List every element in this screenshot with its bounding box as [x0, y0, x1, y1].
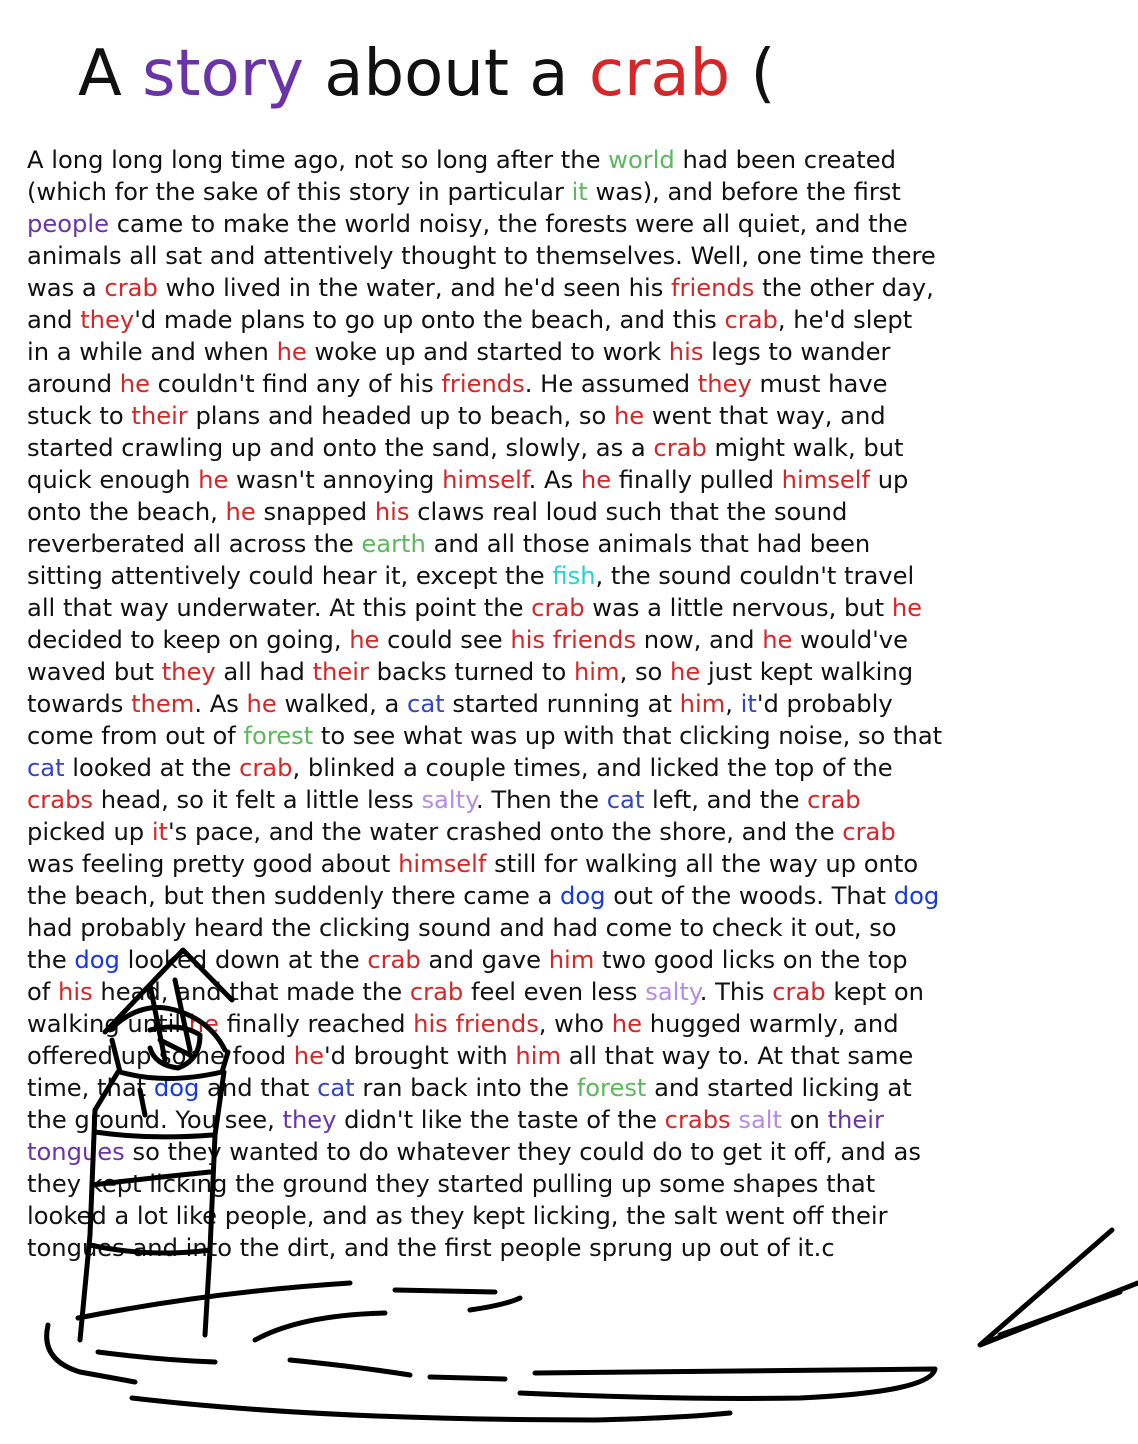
story-word-text: , he'd slept [777, 306, 913, 334]
story-word-text: didn't like the taste of the [336, 1106, 665, 1134]
story-word-text: around [27, 370, 120, 398]
story-word-text: and gave [420, 946, 549, 974]
story-word-highlight-crab: him [548, 946, 595, 974]
story-word-highlight-purple: tongues [27, 1138, 125, 1166]
story-word-text: head, and that made the [92, 978, 410, 1006]
story-line [27, 304, 1127, 336]
story-word-text: still for walking all the way up onto [486, 850, 919, 878]
story-word-text: went that way, and [644, 402, 886, 430]
story-line [27, 368, 1127, 400]
story-word-text: hugged warmly, and [642, 1010, 899, 1038]
story-word-text: left, and the [644, 786, 808, 814]
story-word-text: onto the beach, [27, 498, 226, 526]
story-word-text: , the sound couldn't travel [595, 562, 915, 590]
story-word-text: . Then the [475, 786, 607, 814]
story-word-text: started running at [444, 690, 680, 718]
story-line [27, 400, 1127, 432]
story-word-highlight-crab: crab [531, 594, 585, 622]
title-highlight-crab: crab [588, 37, 731, 111]
story-word-highlight-crab: they [80, 306, 135, 334]
story-word-text: woke up and started to work [306, 338, 669, 366]
story-line [27, 1008, 1127, 1040]
story-word-highlight-crab: he [119, 370, 150, 398]
story-word-text: came to make the world noisy, the forests were all quiet, and the [109, 210, 908, 238]
story-line [27, 1040, 1127, 1072]
story-word-highlight-crab: crab [239, 754, 293, 782]
story-word-highlight-crab: they [161, 658, 216, 686]
story-line [27, 1168, 1127, 1200]
story-word-highlight-purple: they [282, 1106, 337, 1134]
story-word-highlight-crab: crab [772, 978, 826, 1006]
story-word-text: decided to keep on going, [27, 626, 350, 654]
story-word-highlight-crab: him [679, 690, 726, 718]
story-word-text: plans and headed up to beach, so [187, 402, 614, 430]
story-line [27, 240, 1127, 272]
story-word-text: time, that [27, 1074, 154, 1102]
story-line [27, 1072, 1127, 1104]
story-word-highlight-cyan: fish [552, 562, 596, 590]
story-word-highlight-green: forest [243, 722, 314, 750]
story-word-highlight-blue: cat [27, 754, 65, 782]
story-line [27, 336, 1127, 368]
story-word-text: 'd brought with [323, 1042, 516, 1070]
story-word-highlight-crab: they [697, 370, 752, 398]
story-line [27, 784, 1127, 816]
story-word-highlight-crab: friends [441, 370, 525, 398]
story-word-text: , [725, 690, 741, 718]
story-word-highlight-blue: cat [407, 690, 445, 718]
story-word-text: walking until [27, 1010, 189, 1038]
story-word-text: two good licks on the top [594, 946, 908, 974]
story-word-text: . This [699, 978, 773, 1006]
story-word-text: the beach, but then suddenly there came a [27, 882, 561, 910]
story-line [27, 560, 1127, 592]
story-line [27, 624, 1127, 656]
story-word-text: out of the woods. That [605, 882, 894, 910]
story-word-text: reverberated all across the [27, 530, 362, 558]
story-word-highlight-crab: crab [724, 306, 778, 334]
story-word-text: A long long long time ago, not so long after the [27, 146, 609, 174]
story-word-highlight-green: forest [576, 1074, 647, 1102]
story-line [27, 432, 1127, 464]
story-word-text: 's pace, and the water crashed onto the shore, and the [168, 818, 843, 846]
story-word-text: all that way underwater. At this point the [27, 594, 532, 622]
story-word-text: walked, a [276, 690, 408, 718]
story-line [27, 944, 1127, 976]
story-word-text: , blinked a couple times, and licked the top of the [292, 754, 893, 782]
story-word-highlight-crab: crab [807, 786, 861, 814]
story-word-text: of [27, 978, 59, 1006]
story-word-highlight-crab: it [151, 818, 169, 846]
story-line [27, 688, 1127, 720]
story-word-text: to see what was up with that clicking noise, so that [313, 722, 943, 750]
story-word-text: legs to wander [703, 338, 891, 366]
story-line [27, 592, 1127, 624]
story-word-text: had probably heard the clicking sound and had come to check it out, so [27, 914, 897, 942]
title-text: ( [730, 37, 776, 111]
story-word-text: was a [27, 274, 105, 302]
story-word-text: might walk, but [706, 434, 904, 462]
title-text: A [78, 37, 143, 111]
story-word-text: all that way to. At that same [561, 1042, 914, 1070]
story-line [27, 752, 1127, 784]
story-word-text: finally reached [218, 1010, 414, 1038]
story-word-text: picked up [27, 818, 152, 846]
story-word-highlight-crab: crab [104, 274, 158, 302]
story-word-text: towards [27, 690, 132, 718]
story-word-text: feel even less [463, 978, 646, 1006]
story-word-text: claws real loud such that the sound [409, 498, 848, 526]
story-word-highlight-purple: their [827, 1106, 884, 1134]
story-word-highlight-green: it [571, 178, 588, 206]
story-word-highlight-crab: crab [367, 946, 421, 974]
story-word-text: was), and before the first [587, 178, 901, 206]
story-word-text: . He assumed [524, 370, 698, 398]
story-word-highlight-crab: he [276, 338, 307, 366]
story-word-text: they kept licking the ground they started pulling up some shapes that [27, 1170, 876, 1198]
story-word-text: head, so it felt a little less [93, 786, 422, 814]
story-word-highlight-green: earth [361, 530, 426, 558]
story-word-highlight-crab: crabs [27, 786, 94, 814]
story-word-highlight-crab: he [349, 626, 380, 654]
story-body [27, 144, 1127, 1264]
story-word-highlight-blue: cat [606, 786, 645, 814]
story-word-text: must have [751, 370, 888, 398]
story-word-text: the ground. You see, [27, 1106, 283, 1134]
story-word-text: animals all sat and attentively thought to themselves. Well, one time there [27, 242, 936, 270]
title-highlight-purple: story [142, 37, 304, 111]
story-word-highlight-lavender: salty [421, 786, 476, 814]
story-word-text: was a little nervous, but [584, 594, 892, 622]
story-word-text: all had [215, 658, 313, 686]
story-word-highlight-crab: his [374, 498, 410, 526]
story-line [27, 976, 1127, 1008]
story-word-text: would've [792, 626, 908, 654]
story-word-highlight-dog: dog [893, 882, 940, 910]
story-word-highlight-dog: dog [153, 1074, 200, 1102]
story-line [27, 464, 1127, 496]
story-word-text: . As [528, 466, 581, 494]
story-word-highlight-blue: cat [317, 1074, 355, 1102]
story-word-highlight-crab: him [515, 1042, 562, 1070]
story-word-highlight-crab: himself [781, 466, 870, 494]
story-word-text: 'd made plans to go up onto the beach, and this [134, 306, 725, 334]
story-word-text: 'd probably [756, 690, 893, 718]
story-word-highlight-crab: he [580, 466, 612, 494]
story-word-text: wasn't annoying [228, 466, 443, 494]
story-word-text: now, and [636, 626, 763, 654]
story-line [27, 816, 1127, 848]
story-word-text: could see [379, 626, 511, 654]
story-word-text: started crawling up and onto the sand, slowly, as a [27, 434, 654, 462]
story-word-text: and [27, 306, 81, 334]
story-word-text: the other day, [754, 274, 934, 302]
story-line [27, 496, 1127, 528]
story-word-highlight-crab: he [188, 1010, 219, 1038]
story-line [27, 1232, 1127, 1264]
story-word-highlight-crab: he [762, 626, 793, 654]
story-word-highlight-crab: he [891, 594, 923, 622]
story-word-text: (which for the sake of this story in particular [27, 178, 572, 206]
story-word-text: , so [619, 658, 671, 686]
title-text: about a [303, 37, 589, 111]
story-word-text: on [782, 1106, 828, 1134]
story-word-text: come from out of [27, 722, 244, 750]
story-word-text: couldn't find any of his [149, 370, 442, 398]
story-word-text: finally pulled [611, 466, 782, 494]
story-word-highlight-crab: crabs [664, 1106, 731, 1134]
story-word-text: was feeling pretty good about [27, 850, 399, 878]
story-word-highlight-crab: himself [398, 850, 487, 878]
story-word-text: . As [194, 690, 247, 718]
story-word-text: in a while and when [27, 338, 277, 366]
story-word-highlight-purple: people [27, 210, 109, 238]
story-word-text: had been created [674, 146, 896, 174]
story-word-text: and all those animals that had been [425, 530, 871, 558]
story-word-highlight-crab: he [246, 690, 277, 718]
story-word-highlight-crab: his friends [510, 626, 637, 654]
story-word-highlight-crab: himself [442, 466, 529, 494]
story-word-text: quick enough [27, 466, 199, 494]
story-word-highlight-crab: his [58, 978, 93, 1006]
story-line [27, 656, 1127, 688]
story-word-highlight-dog: dog [560, 882, 606, 910]
story-word-highlight-crab: him [573, 658, 620, 686]
story-word-highlight-crab: he [613, 402, 645, 430]
story-word-text: the [27, 946, 75, 974]
story-word-text: looked down at the [119, 946, 368, 974]
story-word-highlight-crab: he [293, 1042, 324, 1070]
story-word-text: backs turned to [368, 658, 574, 686]
story-word-text: tongues and into the dirt, and the first people sprung up out of it.c [27, 1234, 835, 1262]
story-word-text: offered up some food [27, 1042, 294, 1070]
story-line [27, 1200, 1127, 1232]
story-word-highlight-crab: his friends [413, 1010, 539, 1038]
story-word-text: sitting attentively could hear it, except the [27, 562, 553, 590]
story-word-text: looked a lot like people, and as they kept licking, the salt went off their [27, 1202, 888, 1230]
story-word-highlight-crab: he [611, 1010, 642, 1038]
story-word-text: waved but [27, 658, 162, 686]
story-word-text: ran back into the [354, 1074, 577, 1102]
story-line [27, 1104, 1127, 1136]
story-line [27, 208, 1127, 240]
story-word-highlight-crab: their [312, 658, 369, 686]
story-word-text: who lived in the water, and he'd seen his [157, 274, 672, 302]
story-word-text: kept on [825, 978, 925, 1006]
story-line [27, 848, 1127, 880]
story-line [27, 176, 1127, 208]
story-word-text: and started licking at [646, 1074, 912, 1102]
story-word-highlight-blue: it [740, 690, 757, 718]
story-word-highlight-crab: he [198, 466, 229, 494]
story-word-highlight-lavender: salty [645, 978, 700, 1006]
story-word-highlight-crab: them [131, 690, 195, 718]
story-word-highlight-crab: he [225, 498, 256, 526]
story-word-highlight-crab: crab [409, 978, 464, 1006]
story-word-text: up [870, 466, 909, 494]
story-word-highlight-crab: crab [842, 818, 896, 846]
story-title [78, 34, 775, 114]
story-word-text: and that [199, 1074, 318, 1102]
story-line [27, 1136, 1127, 1168]
story-word-highlight-lavender: salt [738, 1106, 783, 1134]
story-line [27, 528, 1127, 560]
story-word-highlight-crab: their [131, 402, 188, 430]
story-word-text: looked at the [64, 754, 240, 782]
story-line [27, 272, 1127, 304]
story-line [27, 912, 1127, 944]
story-word-text: so they wanted to do whatever they could do to get it off, and as [124, 1138, 921, 1166]
story-line [27, 720, 1127, 752]
story-word-highlight-dog: dog [74, 946, 120, 974]
story-word-highlight-crab: crab [653, 434, 707, 462]
story-word-highlight-crab: friends [671, 274, 755, 302]
story-line [27, 144, 1127, 176]
story-word-highlight-green: world [608, 146, 675, 174]
story-word-text: just kept walking [700, 658, 914, 686]
story-word-text: stuck to [27, 402, 132, 430]
story-word-text: snapped [255, 498, 375, 526]
story-word-text: , who [538, 1010, 612, 1038]
story-word-highlight-crab: his [668, 338, 704, 366]
story-word-highlight-crab: he [670, 658, 701, 686]
story-line [27, 880, 1127, 912]
